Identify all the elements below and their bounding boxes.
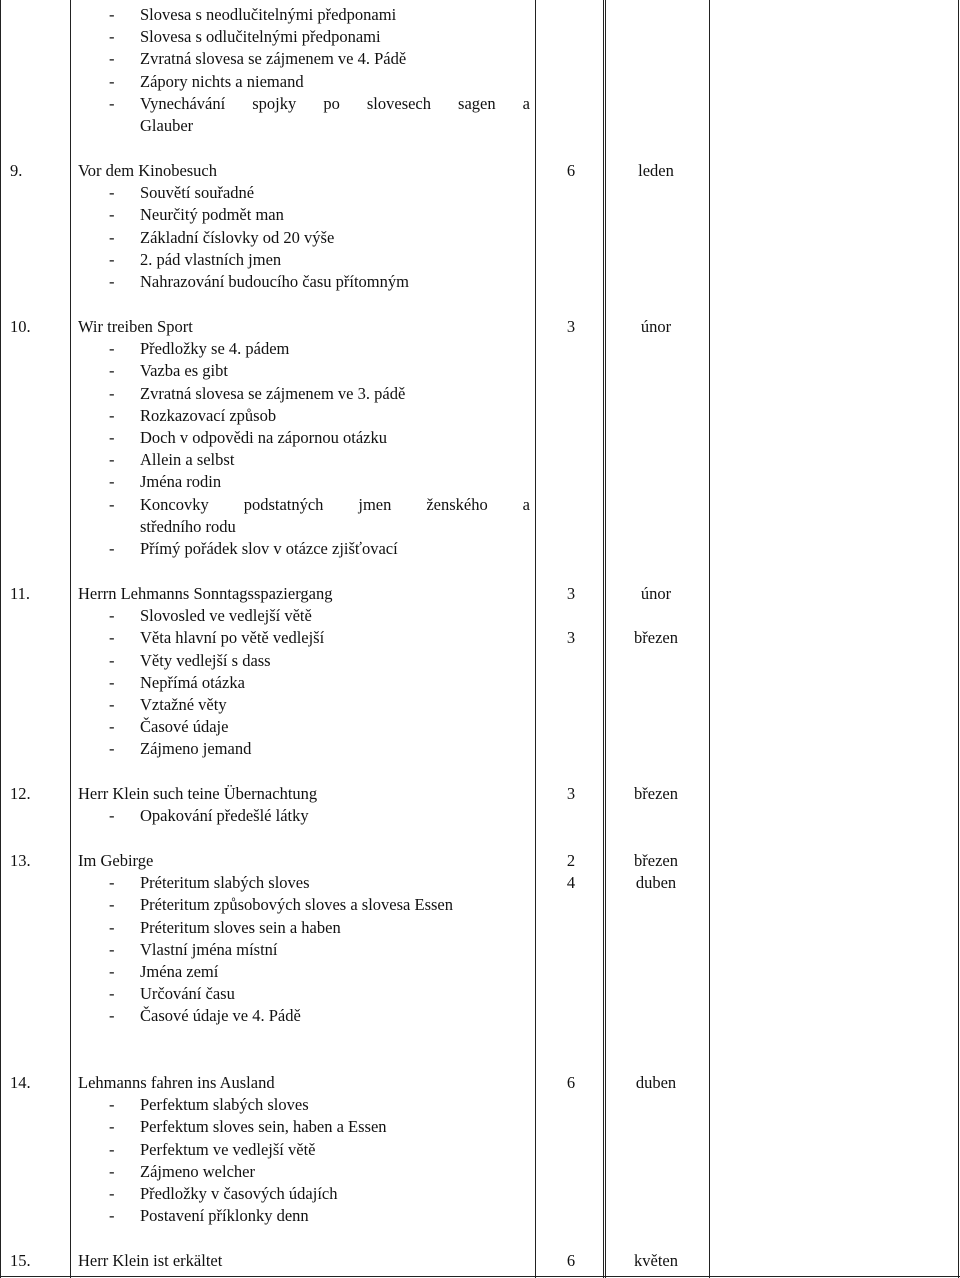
month-value: únor [640,317,672,336]
lesson-content [78,583,530,761]
topic-item: - Perfektum ve vedlejší větě [78,1139,530,1161]
month-value: březen [634,628,678,648]
hours-cell [540,850,602,894]
topic-item: Glauber [140,116,194,136]
hours-value: 2 [566,851,576,870]
month-value: leden [638,161,674,180]
topic-item: - Préteritum způsobových sloves a slovesa Essen [78,894,530,916]
lesson-title: Im Gebirge [78,851,154,870]
topic-item: - Perfektum sloves sein, haben a Essen [78,1116,530,1138]
month-cell [606,783,706,805]
hours-value: 6 [566,1073,576,1092]
topic-item: - Časové údaje [78,716,530,738]
month-value: duben [635,873,677,893]
topic-item: - Zápory nichts a niemand [78,71,530,93]
topic-list [78,1094,530,1227]
month-value: březen [634,851,678,870]
topic-item: - Věty vedlejší s dass [78,650,530,672]
column-divider [709,0,710,1278]
topic-item: - Rozkazovací způsob [78,405,530,427]
topic-item: - Préteritum slabých sloves [78,872,530,894]
month-value: březen [634,784,678,803]
lesson-title: Lehmanns fahren ins Ausland [78,1073,275,1092]
topic-item: - Souvětí souřadné [78,182,530,204]
month-value: duben [635,1073,677,1092]
topic-item: - Jména rodin [78,471,530,493]
topic-item: - Neurčitý podmět man [78,204,530,226]
topic-item: - Doch v odpovědi na zápornou otázku [78,427,530,449]
topic-list [78,4,530,137]
topic-item: - Nahrazování budoucího času přítomným [78,271,530,293]
topic-item: - Zvratná slovesa se zájmenem ve 4. Pádě [78,48,530,70]
month-cell [606,1250,706,1272]
hours-cell [540,583,602,650]
lesson-number: 9. [10,161,23,180]
topic-item: - Préteritum sloves sein a haben [78,917,530,939]
topic-item: - Koncovky podstatných jmen ženského a [78,494,530,516]
topic-item: - Zájmeno jemand [78,738,530,760]
topic-item: - Základní číslovky od 20 výše [78,227,530,249]
lesson-number: 10. [10,317,31,336]
topic-item: - Určování času [78,983,530,1005]
month-cell [606,316,706,338]
topic-item: - Vlastní jména místní [78,939,530,961]
topic-item: - Allein a selbst [78,449,530,471]
month-cell [606,850,706,894]
lesson-number: 12. [10,784,31,803]
topic-list [78,805,530,827]
lesson-title: Herr Klein such teine Übernachtung [78,784,318,803]
topic-item: - Zvratná slovesa se zájmenem ve 3. pádě [78,383,530,405]
topic-item: - Přímý pořádek slov v otázce zjišťovací [78,538,530,560]
topic-item: - Slovosled ve vedlejší větě [78,605,530,627]
topic-item: - Vazba es gibt [78,360,530,382]
lesson-content [78,4,530,137]
lesson-number: 14. [10,1073,31,1092]
month-cell [606,1072,706,1094]
lesson-content [78,316,530,560]
table-border-right [958,0,959,1278]
month-value: únor [640,584,672,603]
hours-cell [540,783,602,805]
topic-item: středního rodu [140,516,236,536]
topic-item: - 2. pád vlastních jmen [78,249,530,271]
topic-item: - Slovesa s odlučitelnými předponami [78,26,530,48]
lesson-title: Vor dem Kinobesuch [78,161,218,180]
lesson-content [78,850,530,1028]
topic-item: - Jména zemí [78,961,530,983]
topic-item: - Vynechávání spojky po slovesech sagen a [78,93,530,115]
lesson-content [78,160,530,293]
month-value [606,605,706,627]
hours-cell [540,316,602,338]
topic-item: - Časové údaje ve 4. Pádě [78,1005,530,1027]
hours-value: 4 [566,873,576,893]
hours-value: 3 [566,784,576,803]
month-value: květen [634,1251,678,1270]
topic-item: - Zájmeno welcher [78,1161,530,1183]
hours-cell [540,160,602,182]
topic-item: - Předložky v časových údajích [78,1183,530,1205]
hours-value [540,605,602,627]
topic-item: - Předložky se 4. pádem [78,338,530,360]
lesson-content [78,1072,530,1227]
topic-list [78,338,530,560]
topic-item: - Perfektum slabých sloves [78,1094,530,1116]
hours-value: 3 [566,317,576,336]
month-cell [606,583,706,650]
hours-cell [540,1072,602,1094]
table-border-bottom [0,1276,960,1277]
column-divider [535,0,536,1278]
topic-item: - Slovesa s neodlučitelnými předponami [78,4,530,26]
hours-value: 3 [566,584,576,603]
month-cell [606,160,706,182]
hours-value: 3 [566,628,576,648]
topic-item: - Opakování předešlé látky [78,805,530,827]
lesson-number: 13. [10,851,31,870]
column-divider [70,0,71,1278]
lesson-title: Wir treiben Sport [78,317,193,336]
hours-value: 6 [566,1251,576,1270]
lesson-content [78,1250,530,1272]
topic-list [78,872,530,1027]
table-border-left [0,0,1,1278]
lesson-number: 11. [10,584,31,603]
topic-item: - Postavení příklonky denn [78,1205,530,1227]
topic-list [78,605,530,760]
topic-item: - Vztažné věty [78,694,530,716]
lesson-number: 15. [10,1251,31,1270]
topic-item: - Nepřímá otázka [78,672,530,694]
lesson-title: Herrn Lehmanns Sonntagsspaziergang [78,584,333,603]
topic-item: - Věta hlavní po větě vedlejší [78,627,530,649]
topic-list [78,182,530,293]
lesson-content [78,783,530,827]
lesson-title: Herr Klein ist erkältet [78,1251,223,1270]
hours-value: 6 [566,161,576,180]
hours-cell [540,1250,602,1272]
